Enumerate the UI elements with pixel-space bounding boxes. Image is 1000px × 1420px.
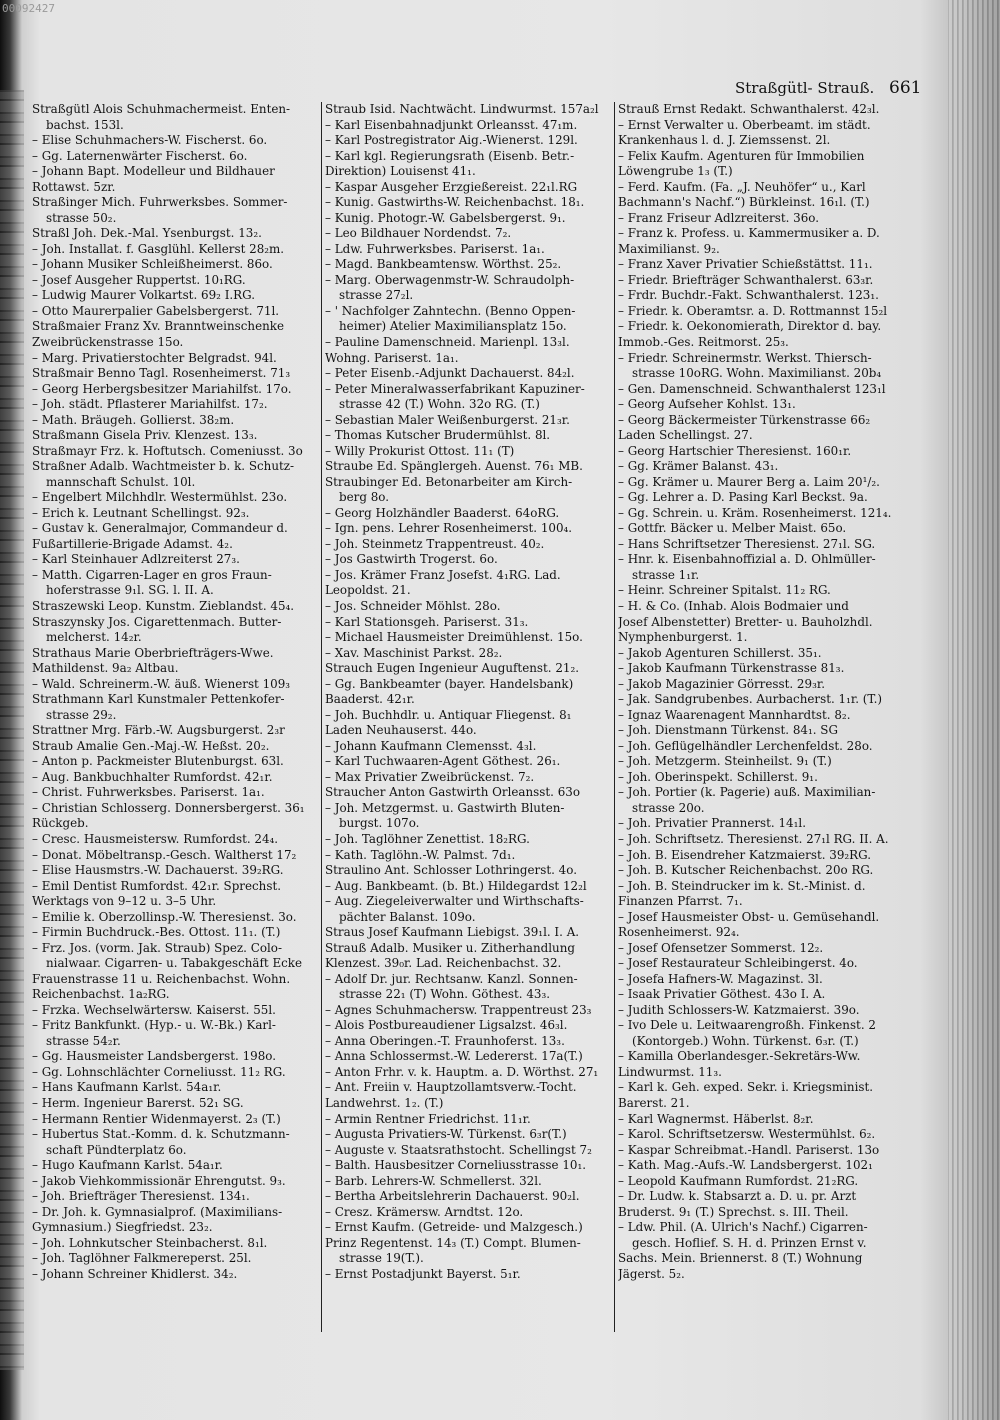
directory-entry-line: – Ivo Dele u. Leitwaarengroßh. Finkenst. 2 xyxy=(618,1018,876,1033)
directory-entry-line: melcherst. 14₂r. xyxy=(46,630,142,645)
directory-entry-line: – Agnes Schuhmachersw. Trappentreust 23₃ xyxy=(325,1002,592,1017)
directory-entry-line: – Joh. Lohnkutscher Steinbacherst. 8₁l. xyxy=(32,1235,268,1250)
directory-entry-line: – Ludwig Maurer Volkartst. 69₂ I.RG. xyxy=(32,288,255,303)
directory-entry-line: – Donat. Möbeltransp.-Gesch. Waltherst 17₂ xyxy=(32,847,297,862)
directory-entry-line: Mathildenst. 9a₂ Altbau. xyxy=(32,661,179,676)
directory-entry-line: Werktags von 9–12 u. 3–5 Uhr. xyxy=(32,894,217,909)
directory-entry-line: – Jak. Sandgrubenbes. Aurbacherst. 1₁r. (T.) xyxy=(618,692,883,707)
directory-entry-line: – Joh. Oberinspekt. Schillerst. 9₁. xyxy=(618,769,818,784)
directory-entry-line: Wohng. Pariserst. 1a₁. xyxy=(325,350,459,365)
directory-entry-line: – Augusta Privatiers-W. Türkenst. 6₃r(T.) xyxy=(325,1127,567,1142)
directory-entry-line: – Balth. Hausbesitzer Corneliusstrasse 10₁. xyxy=(325,1158,587,1173)
directory-entry-line: Laden Neuhauserst. 44o. xyxy=(325,723,477,738)
directory-entry-line: – Gg. Bankbeamter (bayer. Handelsbank) xyxy=(325,676,574,691)
directory-entry-line: – Karl k. Geh. exped. Sekr. i. Kriegsminist. xyxy=(618,1080,874,1095)
directory-entry-line: – Jos. Krämer Franz Josefst. 4₁RG. Lad. xyxy=(325,567,561,582)
directory-column-2 xyxy=(325,102,623,1282)
directory-entry-line: – Christ. Fuhrwerksbes. Pariserst. 1a₁. xyxy=(32,785,265,800)
directory-entry-line: – Jakob Agenturen Schillerst. 35₁. xyxy=(618,645,822,660)
directory-entry-line: – Gg. Lohnschlächter Corneliusst. 11₂ RG. xyxy=(32,1064,286,1079)
directory-entry-line: – Max Privatier Zweibrückenst. 7₂. xyxy=(325,769,535,784)
directory-entry-line: – Emil Dentist Rumfordst. 42₁r. Sprechst. xyxy=(32,878,282,893)
directory-entry-line: – Frzka. Wechselwärtersw. Kaiserst. 55l. xyxy=(32,1002,276,1017)
directory-entry-line: – Johann Kaufmann Clemensst. 4₃l. xyxy=(325,738,537,753)
directory-entry-line: – ' Nachfolger Zahntechn. (Benno Oppen- xyxy=(325,303,576,318)
directory-entry-line: – Ernst Kaufm. (Getreide- und Malzgesch.) xyxy=(325,1220,583,1235)
directory-entry-line: Strauß Ernst Redakt. Schwanthalerst. 42₃l. xyxy=(618,102,880,116)
directory-entry-line: berg 8o. xyxy=(339,490,390,505)
directory-entry-line: Zweibrückenstrasse 15o. xyxy=(32,334,184,349)
directory-entry-line: Straulino Ant. Schlosser Lothringerst. 4o. xyxy=(325,863,577,878)
directory-entry-line: – Josef Ofensetzer Sommerst. 12₂. xyxy=(618,940,824,955)
directory-entry-line: Löwengrube 1₃ (T.) xyxy=(618,164,733,179)
directory-entry-line: strasse 50₂. xyxy=(46,210,117,225)
directory-entry-line: strasse 19(T.). xyxy=(339,1251,424,1266)
directory-entry-line: strasse 10oRG. Wohn. Maximilianst. 20b₄ xyxy=(632,366,882,381)
directory-entry-line: – Kaspar Schreibmat.-Handl. Pariserst. 13o xyxy=(618,1142,880,1157)
directory-entry-line: – Alois Postbureaudiener Ligsalzst. 46₃l. xyxy=(325,1018,568,1033)
directory-entry-line: – Karl Stationsgeh. Pariserst. 31₃. xyxy=(325,614,529,629)
directory-entry-line: – Ign. pens. Lehrer Rosenheimerst. 100₄. xyxy=(325,521,573,536)
directory-entry-line: Strathaus Marie Oberbriefträgers-Wwe. xyxy=(32,645,274,660)
directory-entry-line: Straßgütl Alois Schuhmachermeist. Enten- xyxy=(32,102,291,116)
directory-entry-line: – Georg Bäckermeister Türkenstrasse 66₂ xyxy=(618,412,871,427)
directory-entry-line: – Johann Musiker Schleißheimerst. 86o. xyxy=(32,257,273,272)
directory-entry-line: – Adolf Dr. jur. Rechtsanw. Kanzl. Sonnen- xyxy=(325,971,578,986)
directory-entry-line: – Gottfr. Bäcker u. Melber Maist. 65o. xyxy=(618,521,847,536)
directory-entry-line: Straubinger Ed. Betonarbeiter am Kirch- xyxy=(325,474,573,489)
directory-entry-line: – Joh. B. Eisendreher Katzmaierst. 39₂RG. xyxy=(618,847,871,862)
directory-entry-line: – Hermann Rentier Widenmayerst. 2₃ (T.) xyxy=(32,1111,281,1126)
directory-entry-line: gesch. Hoflief. S. H. d. Prinzen Ernst v. xyxy=(632,1235,867,1250)
directory-entry-line: – Firmin Buchdruck.-Bes. Ottost. 11₁. (T.) xyxy=(32,925,281,940)
directory-entry-line: Straube Ed. Spänglergeh. Auenst. 76₁ MB. xyxy=(325,459,583,474)
directory-entry-line: Immob.-Ges. Reitmorst. 25₃. xyxy=(618,334,789,349)
directory-entry-line: – Joh. Metzgermst. u. Gastwirth Bluten- xyxy=(325,800,565,815)
directory-entry-line: – Josef Restaurateur Schleibingerst. 4o. xyxy=(618,956,858,971)
directory-entry-line: – Karl Tuchwaaren-Agent Göthest. 26₁. xyxy=(325,754,561,769)
directory-entry-line: – Jos Gastwirth Trogerst. 6o. xyxy=(325,552,498,567)
directory-entry-line: – Gg. Schrein. u. Kräm. Rosenheimerst. 121₄. xyxy=(618,505,892,520)
directory-entry-line: Landwehrst. 1₂. (T.) xyxy=(325,1096,444,1110)
directory-entry-line: burgst. 107o. xyxy=(339,816,420,831)
directory-entry-line: – Jos. Schneider Möhlst. 28o. xyxy=(325,599,501,613)
directory-entry-line: heimer) Atelier Maximiliansplatz 15o. xyxy=(339,319,567,334)
directory-entry-line: – Barb. Lehrers-W. Schmellerst. 32l. xyxy=(325,1173,542,1188)
directory-entry-line: – Joh. städt. Pflasterer Mariahilfst. 17₂. xyxy=(32,397,268,412)
running-head xyxy=(735,78,925,100)
directory-entry-line: – Joh. Installat. f. Gasglühl. Kellerst 28₂m. xyxy=(32,241,285,256)
directory-entry-line: – Anton Frhr. v. k. Hauptm. a. D. Wörthst. 27₁ xyxy=(325,1064,599,1079)
directory-entry-line: – Hubertus Stat.-Komm. d. k. Schutzmann- xyxy=(32,1127,290,1142)
directory-entry-line: – Georg Herbergsbesitzer Mariahilfst. 17o. xyxy=(32,381,292,396)
directory-entry-line: – Karol. Schriftsetzersw. Westermühlst. 6₂. xyxy=(618,1127,876,1142)
directory-entry-line: – Gg. Hausmeister Landsbergerst. 198o. xyxy=(32,1049,276,1064)
directory-entry-line: – Wald. Schreinerm.-W. äuß. Wienerst 109₃ xyxy=(32,676,291,691)
directory-entry-line: Straucher Anton Gastwirth Orleansst. 63o xyxy=(325,785,580,800)
directory-entry-line: – Karl Eisenbahnadjunkt Orleansst. 47₁m. xyxy=(325,117,578,132)
directory-entry-line: – Kunig. Gastwirths-W. Reichenbachst. 18₁. xyxy=(325,195,585,210)
directory-entry-line: – Felix Kaufm. Agenturen für Immobilien xyxy=(618,148,865,163)
directory-entry-line: – Aug. Bankbeamt. (b. Bt.) Hildegardst 12₂l xyxy=(325,878,587,893)
directory-entry-line: – Friedr. Briefträger Schwanthalerst. 63₃r. xyxy=(618,272,874,287)
directory-entry-line: Strathmann Karl Kunstmaler Pettenkofer- xyxy=(32,692,285,707)
directory-entry-line: – Fritz Bankfunkt. (Hyp.- u. W.-Bk.) Karl- xyxy=(32,1018,276,1033)
directory-entry-line: – Frz. Jos. (vorm. Jak. Straub) Spez. Colo- xyxy=(32,940,282,955)
directory-entry-line: – Emilie k. Oberzollinsp.-W. Theresienst. 3o. xyxy=(32,909,297,924)
directory-entry-line: – Josef Hausmeister Obst- u. Gemüsehandl. xyxy=(618,909,880,924)
directory-entry-line: Straßner Adalb. Wachtmeister b. k. Schutz- xyxy=(32,459,295,474)
directory-entry-line: Laden Schellingst. 27. xyxy=(618,428,753,443)
directory-entry-line: – Ldw. Phil. (A. Ulrich's Nachf.) Cigarren- xyxy=(618,1220,868,1235)
directory-entry-line: Finanzen Pfarrst. 7₁. xyxy=(618,894,743,909)
directory-entry-line: – Gg. Krämer u. Maurer Berg a. Laim 20¹/₂. xyxy=(618,474,880,489)
directory-entry-line: – Sebastian Maler Weißenburgerst. 21₃r. xyxy=(325,412,570,427)
directory-entry-line: Maximilianst. 9₂. xyxy=(618,241,720,256)
directory-entry-line: – Joh. Taglöhner Falkmereperst. 25l. xyxy=(32,1251,252,1266)
directory-entry-line: – Peter Mineralwasserfabrikant Kapuziner- xyxy=(325,381,585,396)
directory-entry-line: – Kunig. Photogr.-W. Gabelsbergerst. 9₁. xyxy=(325,210,566,225)
directory-entry-line: – Frdr. Buchdr.-Fakt. Schwanthalerst. 123₁. xyxy=(618,288,879,303)
directory-entry-line: – Josef Ausgeher Ruppertst. 10₁RG. xyxy=(32,272,246,287)
directory-entry-line: – Joh. Briefträger Theresienst. 134₁. xyxy=(32,1189,250,1204)
directory-entry-line: – Engelbert Milchhdlr. Westermühlst. 23o. xyxy=(32,490,288,505)
directory-entry-line: strasse 27₂l. xyxy=(339,288,414,303)
directory-entry-line: Prinz Regentenst. 14₃ (T.) Compt. Blumen- xyxy=(325,1235,581,1250)
directory-entry-line: Straßmair Benno Tagl. Rosenheimerst. 71₃ xyxy=(32,366,291,381)
directory-entry-line: – Karl Postregistrator Aig.-Wienerst. 129l. xyxy=(325,133,578,148)
directory-entry-line: – Joh. Schriftsetz. Theresienst. 27₁l RG. II. A. xyxy=(618,831,889,846)
directory-entry-line: – Cresz. Krämersw. Arndtst. 12o. xyxy=(325,1204,524,1219)
directory-entry-line: – Marg. Oberwagenmstr-W. Schraudolph- xyxy=(325,272,575,287)
directory-entry-line: – Gg. Krämer Balanst. 43₁. xyxy=(618,459,779,474)
directory-entry-line: schaft Pündterplatz 6o. xyxy=(46,1142,187,1157)
directory-entry-line: – Dr. Joh. k. Gymnasialprof. (Maximilians- xyxy=(32,1204,283,1219)
directory-entry-line: (Kontorgeb.) Wohn. Türkenst. 6₃r. (T.) xyxy=(632,1033,859,1048)
directory-entry-line: – Karl kgl. Regierungsrath (Eisenb. Betr.- xyxy=(325,148,575,163)
directory-entry-line: – Georg Hartschier Theresienst. 160₁r. xyxy=(618,443,852,458)
directory-entry-line: strasse 42 (T.) Wohn. 32o RG. (T.) xyxy=(339,397,540,412)
page-number: 661 xyxy=(889,78,922,98)
directory-entry-line: – Ernst Postadjunkt Bayerst. 5₁r. xyxy=(325,1266,521,1281)
directory-entry-line: – Josefa Hafners-W. Magazinst. 3l. xyxy=(618,971,823,986)
directory-entry-line: – Joh. Buchhdlr. u. Antiquar Fliegenst. 8₁ xyxy=(325,707,572,722)
directory-entry-line: – Franz Friseur Adlzreiterst. 36o. xyxy=(618,210,820,225)
directory-entry-line: Straus Josef Kaufmann Liebigst. 39₁l. I. A. xyxy=(325,925,580,940)
directory-entry-line: – Franz k. Profess. u. Kammermusiker a. D. xyxy=(618,226,880,241)
directory-entry-line: Straßmaier Franz Xv. Branntweinschenke xyxy=(32,319,285,334)
directory-entry-line: – Kaspar Ausgeher Erzgießereist. 22₁l.RG xyxy=(325,179,578,194)
directory-entry-line: – Leo Bildhauer Nordendst. 7₂. xyxy=(325,226,512,241)
directory-entry-line: – Thomas Kutscher Brudermühlst. 8l. xyxy=(325,428,551,443)
directory-entry-line: Straszynsky Jos. Cigarettenmach. Butter- xyxy=(32,614,282,629)
directory-entry-line: – Bertha Arbeitslehrerin Dachauerst. 90₂l. xyxy=(325,1189,580,1204)
directory-entry-line: – Gg. Lehrer a. D. Pasing Karl Beckst. 9a. xyxy=(618,490,868,505)
directory-entry-line: – Ernst Verwalter u. Oberbeamt. im städt. xyxy=(618,117,871,132)
directory-entry-line: Fußartillerie-Brigade Adamst. 4₂. xyxy=(32,536,233,551)
directory-entry-line: – Johann Bapt. Modelleur und Bildhauer xyxy=(32,164,275,179)
directory-entry-line: Direktion) Louisenst 41₁. xyxy=(325,164,476,179)
directory-entry-line: Krankenhaus l. d. J. Ziemssenst. 2l. xyxy=(618,133,831,148)
directory-entry-line: – Ignaz Waarenagent Mannhardtst. 8₂. xyxy=(618,707,851,722)
scan-id: 00092427 xyxy=(2,2,55,15)
directory-entry-line: – Leopold Kaufmann Rumfordst. 21₂RG. xyxy=(618,1173,859,1188)
directory-entry-line: strasse 1₁r. xyxy=(632,567,700,582)
directory-entry-line: – Anna Schlossermst.-W. Ledererst. 17a(T.) xyxy=(325,1049,583,1064)
directory-entry-line: – Otto Maurerpalier Gabelsbergerst. 71l. xyxy=(32,303,280,318)
directory-entry-line: – Joh. Privatier Prannerst. 14₁l. xyxy=(618,816,806,831)
directory-column-1 xyxy=(32,102,330,1282)
directory-entry-line: – Gg. Laternenwärter Fischerst. 6o. xyxy=(32,148,248,163)
directory-entry-line: Gymnasium.) Siegfriedst. 23₂. xyxy=(32,1220,213,1235)
directory-entry-line: Klenzest. 39₀r. Lad. Reichenbachst. 32. xyxy=(325,956,562,971)
directory-entry-line: – Elise Schuhmachers-W. Fischerst. 6o. xyxy=(32,133,268,148)
directory-entry-line: – Georg Aufseher Kohlst. 13₁. xyxy=(618,397,796,412)
directory-entry-line: Strauß Adalb. Musiker u. Zitherhandlung xyxy=(325,940,575,955)
directory-entry-line: Leopoldst. 21. xyxy=(325,583,411,598)
directory-entry-line: – Friedr. k. Oberamtsr. a. D. Rottmannst 15₂l xyxy=(618,303,888,318)
directory-entry-line: – Gustav k. Generalmajor, Commandeur d. xyxy=(32,521,288,536)
directory-entry-line: Lindwurmst. 11₃. xyxy=(618,1064,722,1079)
directory-entry-line: – Herm. Ingenieur Barerst. 52₁ SG. xyxy=(32,1096,244,1110)
directory-entry-line: – Peter Eisenb.-Adjunkt Dachauerst. 84₂l. xyxy=(325,366,575,381)
directory-entry-line: – Armin Rentner Friedrichst. 11₁r. xyxy=(325,1111,531,1126)
directory-entry-line: Bachmann's Nachf.“) Bürkleinst. 16₁l. (T.) xyxy=(618,195,870,210)
directory-entry-line: – Elise Hausmstrs.-W. Dachauerst. 39₂RG. xyxy=(32,863,284,878)
directory-entry-line: Nymphenburgerst. 1. xyxy=(618,630,748,645)
directory-entry-line: Josef Albenstetter) Bretter- u. Bauholzhdl. xyxy=(618,614,873,629)
directory-entry-line: – Michael Hausmeister Dreimühlenst. 15o. xyxy=(325,630,583,645)
directory-entry-line: – Dr. Ludw. k. Stabsarzt a. D. u. pr. Arzt xyxy=(618,1189,857,1204)
directory-entry-line: mannschaft Schulst. 10l. xyxy=(46,474,196,489)
directory-entry-line: Straub Amalie Gen.-Maj.-W. Heßst. 20₂. xyxy=(32,738,270,753)
directory-entry-line: – Joh. Geflügelhändler Lerchenfeldst. 28o. xyxy=(618,738,873,753)
directory-entry-line: – Magd. Bankbeamtensw. Wörthst. 25₂. xyxy=(325,257,562,272)
directory-entry-line: strasse 29₂. xyxy=(46,707,117,722)
directory-entry-line: – Johann Schreiner Khidlerst. 34₂. xyxy=(32,1266,238,1281)
directory-entry-line: – Cresc. Hausmeistersw. Rumfordst. 24₄. xyxy=(32,831,279,846)
directory-entry-line: – Franz Xaver Privatier Schießstättst. 11₁. xyxy=(618,257,873,272)
directory-entry-line: – Gen. Damenschneid. Schwanthalerst 123₁l xyxy=(618,381,886,396)
directory-entry-line: Reichenbachst. 1a₂RG. xyxy=(32,987,170,1002)
directory-entry-line: pächter Balanst. 109o. xyxy=(339,909,476,924)
directory-entry-line: – Joh. Steinmetz Trappentreust. 40₂. xyxy=(325,536,545,551)
directory-entry-line: strasse 22₁ (T) Wohn. Göthest. 43₃. xyxy=(339,987,551,1002)
directory-entry-line: – Jakob Kaufmann Türkenstrasse 81₃. xyxy=(618,661,845,676)
directory-entry-line: Sachs. Mein. Briennerst. 8 (T.) Wohnung xyxy=(618,1251,863,1266)
directory-entry-line: Strauch Eugen Ingenieur Auguftenst. 21₂. xyxy=(325,661,580,676)
directory-entry-line: – Karl Steinhauer Adlzreiterst 27₃. xyxy=(32,552,240,567)
directory-entry-line: – Christian Schlosserg. Donnersbergerst. 36₁ xyxy=(32,800,305,815)
directory-entry-line: Barerst. 21. xyxy=(618,1096,690,1110)
directory-entry-line: Straßinger Mich. Fuhrwerksbes. Sommer- xyxy=(32,195,288,210)
directory-entry-line: – Friedr. k. Oekonomierath, Direktor d. bay. xyxy=(618,319,882,334)
directory-entry-line: – Hugo Kaufmann Karlst. 54a₁r. xyxy=(32,1158,223,1173)
directory-entry-line: – Matth. Cigarren-Lager en gros Fraun- xyxy=(32,567,272,582)
directory-entry-line: Straßmann Gisela Priv. Klenzest. 13₃. xyxy=(32,428,258,443)
directory-entry-line: Straub Isid. Nachtwächt. Lindwurmst. 157a₂l xyxy=(325,102,599,116)
directory-entry-line: – Judith Schlossers-W. Katzmaierst. 39o. xyxy=(618,1002,860,1017)
directory-entry-line: – Math. Bräugeh. Gollierst. 38₂m. xyxy=(32,412,235,427)
directory-entry-line: Rosenheimerst. 92₄. xyxy=(618,925,740,940)
directory-entry-line: nialwaar. Cigarren- u. Tabakgeschäft Ecke xyxy=(46,956,303,971)
directory-entry-line: Straßmayr Frz. k. Hoftutsch. Comeniusst. 3o xyxy=(32,443,303,458)
directory-entry-line: Bruderst. 9₁ (T.) Sprechst. s. III. Theil. xyxy=(618,1204,849,1219)
directory-entry-line: strasse 54₂r. xyxy=(46,1033,121,1048)
directory-entry-line: – Xav. Maschinist Parkst. 28₂. xyxy=(325,645,503,660)
directory-entry-line: – Ant. Freiin v. Hauptzollamtsverw.-Tocht. xyxy=(325,1080,577,1095)
directory-entry-line: bachst. 153l. xyxy=(46,117,124,132)
directory-entry-line: Rückgeb. xyxy=(32,816,89,831)
directory-entry-line: – Friedr. Schreinermstr. Werkst. Thiersch- xyxy=(618,350,872,365)
directory-entry-line: – Hans Kaufmann Karlst. 54a₁r. xyxy=(32,1080,222,1095)
directory-entry-line: – Joh. Dienstmann Türkenst. 84₁. SG xyxy=(618,723,838,738)
directory-entry-line: – Pauline Damenschneid. Marienpl. 13₃l. xyxy=(325,334,570,349)
directory-entry-line: – Aug. Ziegeleiverwalter und Wirthschafts- xyxy=(325,894,584,909)
directory-entry-line: – Joh. B. Steindrucker im k. St.-Minist. d. xyxy=(618,878,866,893)
directory-entry-line: – Anna Oberingen.-T. Fraunhoferst. 13₃. xyxy=(325,1033,565,1048)
directory-entry-line: – Jakob Viehkommissionär Ehrengutst. 9₃. xyxy=(32,1173,286,1188)
previous-page-edge xyxy=(0,90,24,1370)
directory-entry-line: hoferstrasse 9₁l. SG. l. II. A. xyxy=(46,583,214,598)
directory-entry-line: – Auguste v. Staatsrathstocht. Schellingst 7₂ xyxy=(325,1142,592,1157)
directory-entry-line: – Kath. Taglöhn.-W. Palmst. 7d₁. xyxy=(325,847,516,862)
directory-entry-line: – Isaak Privatier Göthest. 43o I. A. xyxy=(618,987,826,1002)
directory-entry-line: Rottawst. 5zr. xyxy=(32,179,116,194)
directory-entry-line: – Anton p. Packmeister Blutenburgst. 63l. xyxy=(32,754,284,769)
directory-entry-line: Straßl Joh. Dek.-Mal. Ysenburgst. 13₂. xyxy=(32,226,262,241)
directory-column-3 xyxy=(618,102,916,1282)
directory-entry-line: strasse 20o. xyxy=(632,800,705,815)
directory-entry-line: – Joh. Metzgerm. Steinheilst. 9₁ (T.) xyxy=(618,754,832,769)
page-stack-edge xyxy=(948,0,1000,1420)
directory-entry-line: Straszewski Leop. Kunstm. Zieblandst. 45₄. xyxy=(32,599,295,613)
directory-entry-line: – Karl Wagnermst. Häberlst. 8₂r. xyxy=(618,1111,814,1126)
directory-entry-line: – Kath. Mag.-Aufs.-W. Landsbergerst. 102₁ xyxy=(618,1158,873,1173)
directory-entry-line: – Joh. Taglöhner Zenettist. 18₂RG. xyxy=(325,831,530,846)
running-head-range: Straßgütl- Strauß. xyxy=(735,79,875,97)
directory-entry-line: Strattner Mrg. Färb.-W. Augsburgerst. 2₃r xyxy=(32,723,285,738)
directory-entry-line: – Aug. Bankbuchhalter Rumfordst. 42₁r. xyxy=(32,769,273,784)
directory-entry-line: Frauenstrasse 11 u. Reichenbachst. Wohn. xyxy=(32,971,291,986)
directory-entry-line: – Marg. Privatierstochter Belgradst. 94l. xyxy=(32,350,277,365)
directory-entry-line: – Heinr. Schreiner Spitalst. 11₂ RG. xyxy=(618,583,831,598)
directory-entry-line: – Ldw. Fuhrwerksbes. Pariserst. 1a₁. xyxy=(325,241,545,256)
directory-entry-line: – Jakob Magazinier Görresst. 29₃r. xyxy=(618,676,825,691)
directory-entry-line: – Joh. Portier (k. Pagerie) auß. Maximilian- xyxy=(618,785,876,800)
directory-entry-line: – H. & Co. (Inhab. Alois Bodmaier und xyxy=(618,599,849,613)
directory-entry-line: – Willy Prokurist Ottost. 11₁ (T) xyxy=(325,443,515,458)
directory-entry-line: – Ferd. Kaufm. (Fa. „J. Neuhöfer“ u., Karl xyxy=(618,179,866,194)
directory-entry-line: – Georg Holzhändler Baaderst. 64oRG. xyxy=(325,505,560,520)
directory-entry-line: – Kamilla Oberlandesger.-Sekretärs-Ww. xyxy=(618,1049,861,1064)
directory-entry-line: – Hnr. k. Eisenbahnoffizial a. D. Ohlmüller- xyxy=(618,552,876,567)
directory-entry-line: – Joh. B. Kutscher Reichenbachst. 20o RG. xyxy=(618,863,874,878)
directory-entry-line: – Erich k. Leutnant Schellingst. 92₃. xyxy=(32,505,250,520)
directory-entry-line: Jägerst. 5₂. xyxy=(618,1266,685,1281)
directory-entry-line: – Hans Schriftsetzer Theresienst. 27₁l. SG. xyxy=(618,536,876,551)
directory-entry-line: Baaderst. 42₁r. xyxy=(325,692,415,707)
